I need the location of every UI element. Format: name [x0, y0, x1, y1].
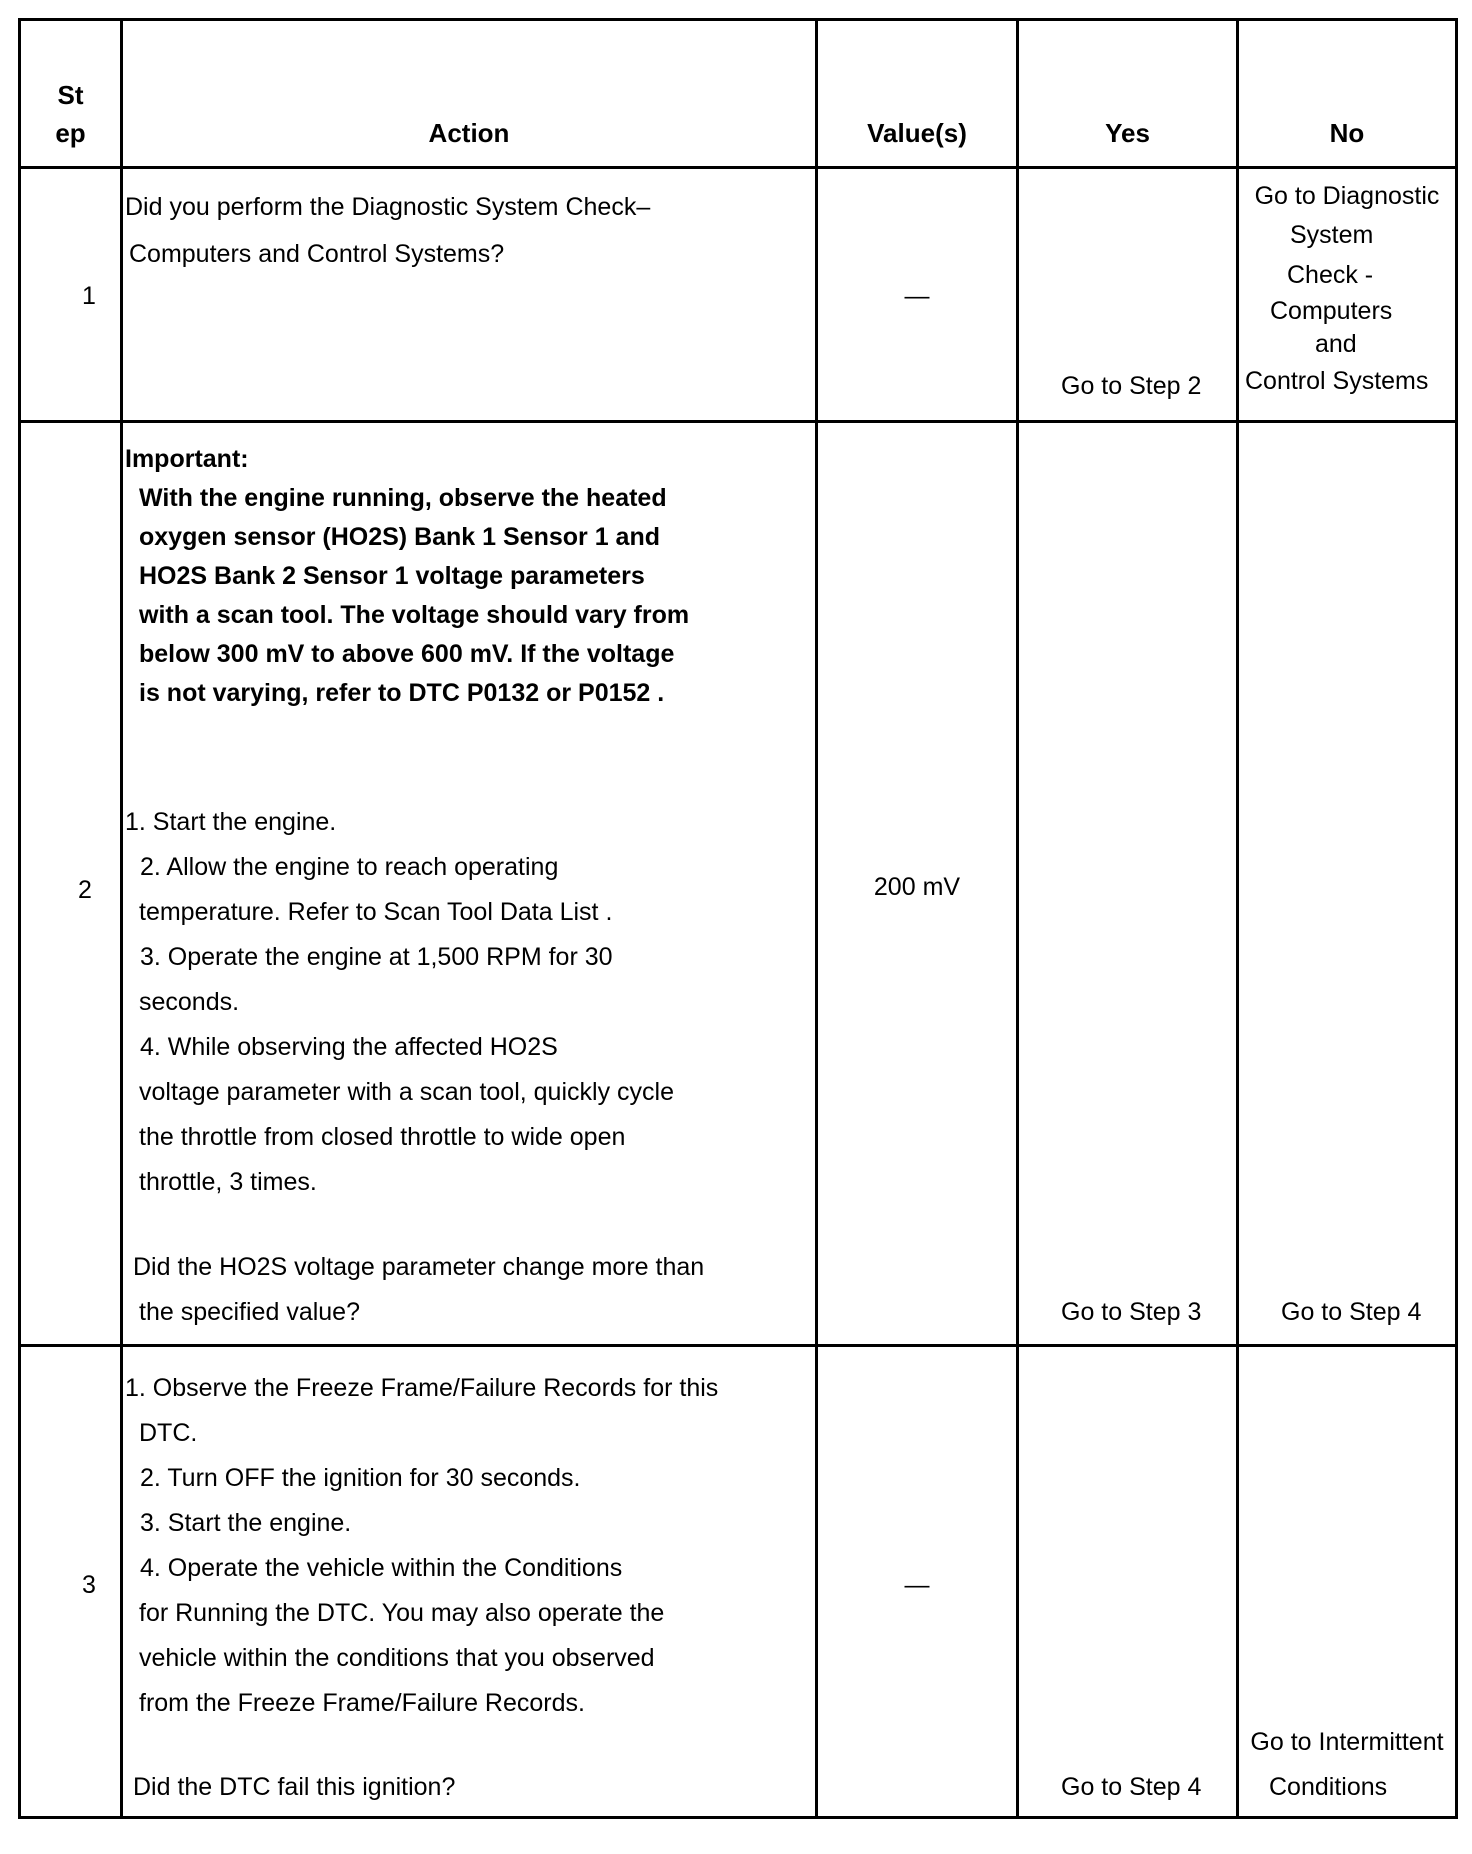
value-cell: — — [904, 1571, 930, 1599]
yes-cell: Go to Step 2 — [1061, 372, 1202, 400]
no-cell-line: and — [1315, 330, 1357, 358]
table-border-right — [1455, 18, 1458, 1819]
header-action: Action — [428, 118, 510, 148]
action-text: Did you perform the Diagnostic System Check– — [125, 193, 651, 221]
no-cell-line: Go to Diagnostic — [1254, 182, 1440, 210]
important-text: oxygen sensor (HO2S) Bank 1 Sensor 1 and — [139, 523, 660, 551]
no-cell-line: Computers — [1270, 297, 1393, 325]
important-label: Important: — [125, 445, 249, 473]
procedure-step: vehicle within the conditions that you observed — [139, 1644, 655, 1672]
important-text: below 300 mV to above 600 mV. If the voltage — [139, 640, 675, 668]
procedure-step: DTC. — [139, 1419, 198, 1447]
procedure-step: throttle, 3 times. — [139, 1168, 317, 1196]
header-yes: Yes — [1105, 118, 1150, 148]
procedure-step: the throttle from closed throttle to wide open — [139, 1123, 626, 1151]
header-no: No — [1329, 118, 1365, 148]
no-cell-line: System — [1290, 221, 1374, 249]
important-text: with a scan tool. The voltage should vary from — [139, 601, 690, 629]
table-border-top — [18, 18, 1455, 21]
procedure-step: 1. Observe the Freeze Frame/Failure Records for this — [125, 1374, 719, 1402]
action-text: Computers and Control Systems? — [129, 240, 505, 268]
value-cell: 200 mV — [873, 873, 961, 901]
no-cell-line: Conditions — [1269, 1773, 1388, 1801]
row-divider — [18, 1344, 1455, 1347]
no-cell-line: Control Systems — [1245, 367, 1429, 395]
yes-cell: Go to Step 4 — [1061, 1773, 1202, 1801]
procedure-step: temperature. Refer to Scan Tool Data List . — [139, 898, 613, 926]
row-divider — [18, 420, 1455, 423]
procedure-step: 3. Start the engine. — [140, 1509, 352, 1537]
header-values: Value(s) — [867, 118, 967, 148]
step-number: 3 — [82, 1571, 96, 1599]
step-number: 2 — [78, 876, 92, 904]
step-number: 1 — [82, 282, 96, 310]
no-cell-line: Check - — [1287, 261, 1374, 289]
procedure-step: for Running the DTC. You may also operate the — [139, 1599, 665, 1627]
column-divider — [1016, 18, 1019, 1819]
value-cell: — — [904, 282, 930, 310]
question-text: the specified value? — [139, 1298, 360, 1326]
procedure-step: 4. Operate the vehicle within the Conditions — [140, 1554, 623, 1582]
column-divider — [1236, 18, 1239, 1819]
header-divider — [18, 166, 1455, 169]
question-text: Did the HO2S voltage parameter change more than — [133, 1253, 705, 1281]
procedure-step: voltage parameter with a scan tool, quickly cycle — [139, 1078, 674, 1106]
procedure-step: 1. Start the engine. — [125, 808, 337, 836]
no-cell-line: Go to Intermittent — [1250, 1728, 1444, 1756]
procedure-step: 2. Turn OFF the ignition for 30 seconds. — [140, 1464, 581, 1492]
question-text: Did the DTC fail this ignition? — [133, 1773, 456, 1801]
header-step-line1: St — [57, 80, 84, 110]
yes-cell: Go to Step 3 — [1061, 1298, 1202, 1326]
procedure-step: 4. While observing the affected HO2S — [140, 1033, 558, 1061]
table-border-bottom — [18, 1816, 1455, 1819]
procedure-step: seconds. — [139, 988, 240, 1016]
procedure-step: from the Freeze Frame/Failure Records. — [139, 1689, 585, 1717]
header-step-line2: ep — [55, 118, 86, 148]
important-text: HO2S Bank 2 Sensor 1 voltage parameters — [139, 562, 645, 590]
no-cell: Go to Step 4 — [1281, 1298, 1422, 1326]
procedure-step: 3. Operate the engine at 1,500 RPM for 30 — [140, 943, 613, 971]
important-text: With the engine running, observe the heated — [139, 484, 667, 512]
procedure-step: 2. Allow the engine to reach operating — [140, 853, 559, 881]
table-border-left — [18, 18, 21, 1819]
column-divider — [120, 18, 123, 1819]
important-text: is not varying, refer to DTC P0132 or P0152 . — [139, 679, 665, 707]
